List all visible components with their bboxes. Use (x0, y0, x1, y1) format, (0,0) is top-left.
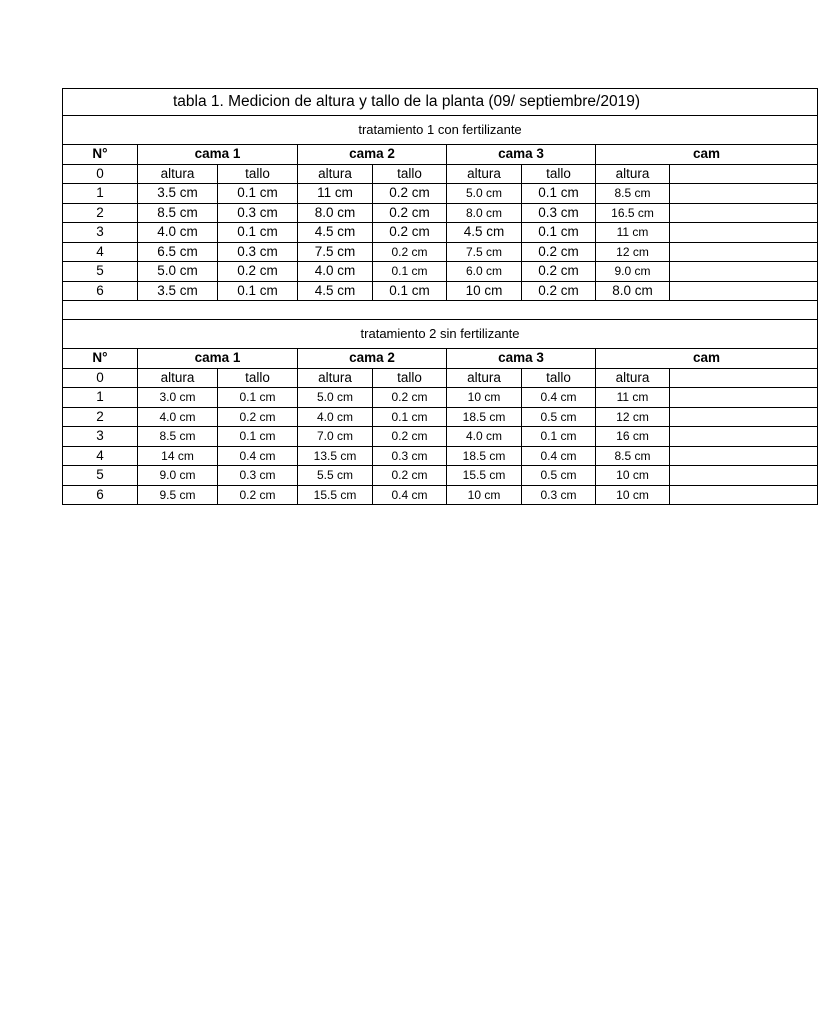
table-cell: 18.5 cm (447, 407, 522, 427)
table-cell: 0.1 cm (522, 184, 596, 204)
table-cell: 3.5 cm (138, 281, 218, 301)
table-row (63, 184, 818, 204)
table-cell: 18.5 cm (447, 446, 522, 466)
treatment2-label: tratamiento 2 sin fertilizante (63, 320, 818, 349)
row-number: 4 (63, 242, 138, 262)
table-cell: 9.0 cm (596, 262, 670, 282)
spreadsheet-table-container (62, 88, 721, 502)
treatment1-rows (63, 184, 818, 301)
table-row (63, 466, 818, 486)
table-cell: 5.0 cm (138, 262, 218, 282)
tallo-header: tallo (218, 368, 298, 388)
table-row (63, 388, 818, 408)
table-cell: 8.5 cm (596, 446, 670, 466)
table-cell: 0.2 cm (522, 242, 596, 262)
table-cell: 7.5 cm (298, 242, 373, 262)
table-cell: 0.4 cm (522, 446, 596, 466)
table-cell: 0.1 cm (522, 427, 596, 447)
table-cell: 5.0 cm (298, 388, 373, 408)
bed3-header: cama 3 (447, 349, 596, 369)
tallo-header: tallo (522, 368, 596, 388)
table-cell-empty (670, 485, 818, 505)
table-cell: 8.0 cm (596, 281, 670, 301)
row-number: 3 (63, 427, 138, 447)
row-number: 6 (63, 485, 138, 505)
tallo-header: tallo (373, 368, 447, 388)
table-cell: 11 cm (596, 223, 670, 243)
table-cell: 15.5 cm (447, 466, 522, 486)
table-cell: 0.5 cm (522, 407, 596, 427)
table-cell-empty (670, 262, 818, 282)
table-cell: 0.4 cm (218, 446, 298, 466)
table-row (63, 203, 818, 223)
table-cell: 4.0 cm (138, 223, 218, 243)
table-cell: 0.3 cm (522, 203, 596, 223)
table-cell: 0.1 cm (218, 281, 298, 301)
num-header: N° (63, 145, 138, 165)
table-cell-empty (670, 466, 818, 486)
table-row (63, 407, 818, 427)
table-cell: 0.1 cm (218, 184, 298, 204)
title-row (63, 89, 818, 116)
table-cell: 3.5 cm (138, 184, 218, 204)
altura-header: altura (298, 368, 373, 388)
table-cell: 13.5 cm (298, 446, 373, 466)
measure-header-row (63, 368, 818, 388)
bed4-header: cam (596, 349, 818, 369)
measure-header-row (63, 164, 818, 184)
table-cell: 0.2 cm (373, 203, 447, 223)
tallo-header: tallo (373, 164, 447, 184)
table-cell-empty (670, 223, 818, 243)
row-number: 6 (63, 281, 138, 301)
tallo-header-hidden (670, 164, 818, 184)
table-cell: 0.4 cm (522, 388, 596, 408)
row-number: 2 (63, 203, 138, 223)
row-number: 4 (63, 446, 138, 466)
table-cell-empty (670, 446, 818, 466)
spacer-cell (63, 301, 818, 320)
altura-header: altura (447, 368, 522, 388)
measurement-table (62, 88, 818, 505)
row-zero: 0 (63, 368, 138, 388)
row-number: 3 (63, 223, 138, 243)
row-number: 1 (63, 184, 138, 204)
row-number: 1 (63, 388, 138, 408)
bed1-header: cama 1 (138, 349, 298, 369)
table-cell: 0.2 cm (373, 184, 447, 204)
table-cell: 0.1 cm (522, 223, 596, 243)
table-cell: 5.5 cm (298, 466, 373, 486)
bed4-header: cam (596, 145, 818, 165)
table-cell: 14 cm (138, 446, 218, 466)
table-cell: 0.1 cm (373, 262, 447, 282)
table-cell: 9.5 cm (138, 485, 218, 505)
row-number: 5 (63, 466, 138, 486)
table-cell: 11 cm (298, 184, 373, 204)
table-cell: 8.5 cm (138, 203, 218, 223)
table-cell: 0.3 cm (522, 485, 596, 505)
table-cell: 8.0 cm (298, 203, 373, 223)
table-row (63, 281, 818, 301)
table-cell: 0.3 cm (218, 466, 298, 486)
altura-header: altura (596, 164, 670, 184)
bed1-header: cama 1 (138, 145, 298, 165)
table-cell-empty (670, 242, 818, 262)
table-cell: 16.5 cm (596, 203, 670, 223)
table-cell: 6.0 cm (447, 262, 522, 282)
table-cell: 4.5 cm (298, 281, 373, 301)
table-cell: 6.5 cm (138, 242, 218, 262)
table-row (63, 262, 818, 282)
spacer-row (63, 301, 818, 320)
altura-header: altura (298, 164, 373, 184)
table-cell: 12 cm (596, 242, 670, 262)
table-cell: 0.1 cm (373, 281, 447, 301)
table-cell: 0.5 cm (522, 466, 596, 486)
table-cell: 0.4 cm (373, 485, 447, 505)
table-row (63, 242, 818, 262)
table-cell: 4.0 cm (447, 427, 522, 447)
table-cell-empty (670, 184, 818, 204)
table-row (63, 427, 818, 447)
altura-header: altura (596, 368, 670, 388)
table-cell: 7.0 cm (298, 427, 373, 447)
table-cell: 11 cm (596, 388, 670, 408)
table-cell-empty (670, 281, 818, 301)
table-cell: 0.1 cm (218, 388, 298, 408)
table-cell: 0.2 cm (522, 281, 596, 301)
table-cell: 0.2 cm (373, 388, 447, 408)
table-cell: 4.0 cm (298, 262, 373, 282)
table-cell: 0.3 cm (218, 242, 298, 262)
table-cell: 10 cm (447, 485, 522, 505)
table-cell: 4.0 cm (298, 407, 373, 427)
table-cell: 12 cm (596, 407, 670, 427)
table-row (63, 223, 818, 243)
treatment2-rows (63, 388, 818, 505)
treatment1-label-row (63, 116, 818, 145)
table-cell: 4.5 cm (447, 223, 522, 243)
table-cell: 8.5 cm (596, 184, 670, 204)
table-title: tabla 1. Medicion de altura y tallo de la planta (09/ septiembre/2019) (63, 89, 818, 116)
table-cell: 0.2 cm (218, 407, 298, 427)
tallo-header-hidden (670, 368, 818, 388)
table-cell: 0.2 cm (218, 485, 298, 505)
table-cell: 0.2 cm (373, 466, 447, 486)
table-cell: 3.0 cm (138, 388, 218, 408)
row-zero: 0 (63, 164, 138, 184)
bed2-header: cama 2 (298, 349, 447, 369)
table-cell: 0.2 cm (522, 262, 596, 282)
table-cell: 8.0 cm (447, 203, 522, 223)
table-cell: 0.2 cm (218, 262, 298, 282)
table-cell: 4.5 cm (298, 223, 373, 243)
table-cell: 7.5 cm (447, 242, 522, 262)
altura-header: altura (138, 368, 218, 388)
table-cell: 16 cm (596, 427, 670, 447)
bed-header-row (63, 145, 818, 165)
tallo-header: tallo (218, 164, 298, 184)
table-cell: 9.0 cm (138, 466, 218, 486)
bed-header-row (63, 349, 818, 369)
table-cell: 0.2 cm (373, 242, 447, 262)
table-cell-empty (670, 203, 818, 223)
table-cell: 10 cm (596, 466, 670, 486)
treatment1-label: tratamiento 1 con fertilizante (63, 116, 818, 145)
table-cell: 0.3 cm (373, 446, 447, 466)
table-cell: 0.2 cm (373, 427, 447, 447)
table-cell-empty (670, 388, 818, 408)
table-cell: 5.0 cm (447, 184, 522, 204)
table-cell: 10 cm (447, 281, 522, 301)
table-cell-empty (670, 427, 818, 447)
table-cell-empty (670, 407, 818, 427)
table-cell: 8.5 cm (138, 427, 218, 447)
table-cell: 10 cm (447, 388, 522, 408)
tallo-header: tallo (522, 164, 596, 184)
altura-header: altura (138, 164, 218, 184)
table-row (63, 485, 818, 505)
table-cell: 0.2 cm (373, 223, 447, 243)
num-header: N° (63, 349, 138, 369)
table-cell: 0.1 cm (218, 223, 298, 243)
row-number: 2 (63, 407, 138, 427)
altura-header: altura (447, 164, 522, 184)
treatment2-label-row (63, 320, 818, 349)
table-cell: 0.3 cm (218, 203, 298, 223)
bed2-header: cama 2 (298, 145, 447, 165)
row-number: 5 (63, 262, 138, 282)
table-cell: 15.5 cm (298, 485, 373, 505)
table-cell: 4.0 cm (138, 407, 218, 427)
bed3-header: cama 3 (447, 145, 596, 165)
table-cell: 0.1 cm (373, 407, 447, 427)
table-cell: 10 cm (596, 485, 670, 505)
table-row (63, 446, 818, 466)
table-cell: 0.1 cm (218, 427, 298, 447)
